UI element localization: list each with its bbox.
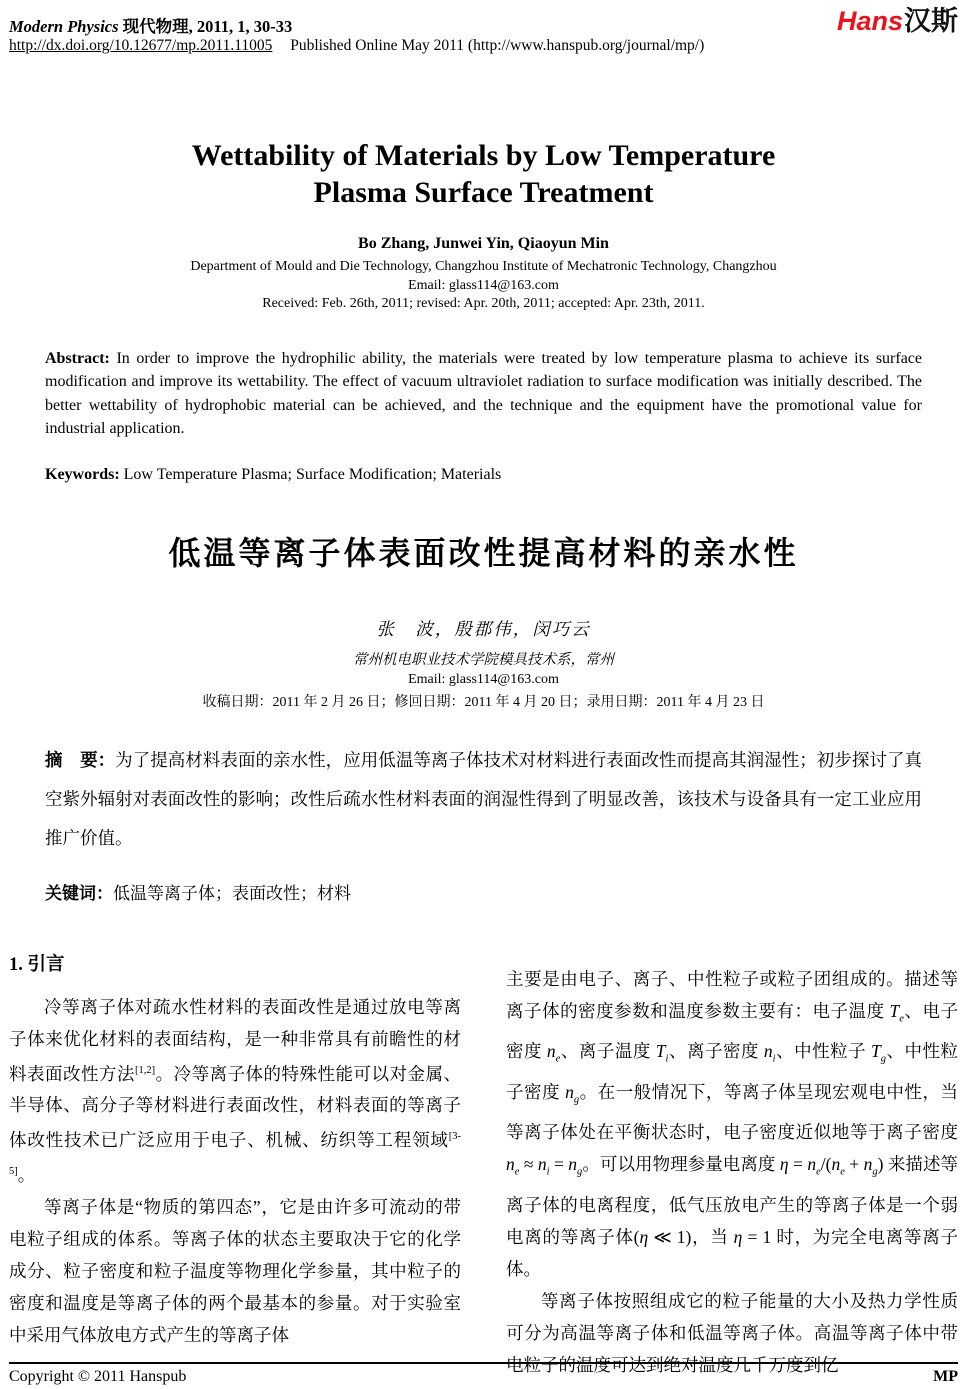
- introduction-section: [9, 950, 958, 1381]
- keywords-en: [45, 466, 922, 484]
- column-right: [506, 950, 958, 1381]
- received-dates-cn: 收稿日期：2011 年 2 月 26 日；修回日期：2011 年 4 月 20 日；录用日期：2011 年 4 月 23 日: [202, 694, 765, 710]
- journal-citation: [9, 8, 292, 37]
- affiliation-en: Department of Mould and Die Technology, Changzhou Institute of Mechatronic Technology, Changzhou: [190, 259, 777, 274]
- received-dates-en: Received: Feb. 26th, 2011; revised: Apr. 20th, 2011; accepted: Apr. 23th, 2011.: [262, 296, 705, 311]
- paper-title-en: [9, 137, 958, 211]
- journal-abbr: MP: [933, 1368, 958, 1385]
- author-names-cn: 张 波，殷郡伟，闵巧云: [376, 618, 591, 639]
- keywords-text-en: Low Temperature Plasma; Surface Modification; Materials: [123, 465, 502, 483]
- keywords-text-cn: 低温等离子体；表面改性；材料: [113, 883, 351, 903]
- abstract-text-cn: 为了提高材料表面的亲水性，应用低温等离子体技术对材料进行表面改性而提高其润湿性；初步探讨了真空紫外辐射对表面改性的影响；改性后疏水性材料表面的润湿性得到了明显改善，该技术与设备具有一定工业应用推广价值。: [45, 749, 923, 848]
- paragraph-left-2: 等离子体是“物质的第四态”，它是由许多可流动的带电粒子组成的体系。等离子体的状态主要取决于它的化学成分、粒子密度和粒子温度等物理化学参量，其中粒子的密度和温度是等离子体的两个最基本的参量。对于实验室中采用气体放电方式产生的等离子体: [9, 1196, 461, 1345]
- section-heading-introduction: 1. 引言: [9, 954, 65, 975]
- journal-header-bottom: [9, 37, 958, 55]
- page-footer: [9, 1362, 958, 1386]
- column-left: [9, 950, 461, 1381]
- published-online-info: Published Online May 2011 (http://www.hanspub.org/journal/mp/): [290, 37, 705, 54]
- email-en: Email: glass114@163.com: [408, 277, 559, 293]
- hans-logo-text-cn: 汉斯: [904, 6, 958, 36]
- authors-block-cn: [9, 616, 958, 711]
- affiliation-cn: 常州机电职业技术学院模具技术系，常州: [353, 651, 614, 668]
- keywords-label-en: Keywords:: [45, 465, 120, 483]
- author-names-en: Bo Zhang, Junwei Yin, Qiaoyun Min: [358, 235, 609, 252]
- paper-title-line2: Plasma Surface Treatment: [313, 176, 654, 209]
- abstract-label-cn: 摘 要：: [45, 749, 116, 770]
- authors-block-en: [9, 235, 958, 314]
- abstract-text-en: In order to improve the hydrophilic ability, the materials were treated by low temperature plasma to achieve its surface modification and improve its wettability. The effect of vacuum ultraviolet radiation to surface modification was initially described. The better wettability of hydrophobic material can be achieved, and the technique and the equipment have the promotional value for industrial application.: [45, 349, 923, 437]
- journal-header: [9, 8, 958, 55]
- journal-title: Modern Physics: [9, 17, 119, 36]
- copyright-notice: Copyright © 2011 Hanspub: [9, 1368, 187, 1385]
- keywords-label-cn: 关键词：: [45, 883, 113, 903]
- abstract-cn: [45, 741, 922, 858]
- journal-issue-info: 现代物理, 2011, 1, 30-33: [122, 17, 293, 36]
- abstract-label-en: Abstract:: [45, 349, 110, 367]
- paragraph-right-2: 等离子体按照组成它的粒子能量的大小及热力学性质可分为高温等离子体和低温等离子体。高温等离子体中带电粒子的温度可达到绝对温度几千万度到亿: [506, 1290, 958, 1375]
- paper-title-cn: 低温等离子体表面改性提高材料的亲水性: [168, 534, 799, 571]
- keywords-cn: [45, 879, 922, 904]
- doi-link[interactable]: http://dx.doi.org/10.12677/mp.2011.11005: [9, 37, 273, 54]
- hans-logo-text-en: Hans: [836, 6, 903, 36]
- paragraph-left-1: 冷等离子体对疏水性材料的表面改性是通过放电等离子体来优化材料的表面结构，是一种非常具有前瞻性的材料表面改性方法[1,2]。冷等离子体的特殊性能可以对金属、半导体、高分子等材料进行表面改性，材料表面的等离子体改性技术已广泛应用于电子、机械、纺织等工程领域[3-5]。: [9, 996, 462, 1185]
- email-cn: Email: glass114@163.com: [408, 671, 559, 687]
- abstract-en: [45, 347, 922, 441]
- hans-publisher-logo: [837, 8, 958, 35]
- paper-title-line1: Wettability of Materials by Low Temperature: [191, 139, 776, 172]
- paragraph-right-1: 主要是由电子、离子、中性粒子或粒子团组成的。描述等离子体的密度参数和温度参数主要有：电子温度 $T_e$、电子密度 $n_e$、离子温度 $T_i$、离子密度 $n_i$、中性粒子 $T_g$、中性粒子密度 $n_g$。在一般情况下，等离子体呈现宏观电中性，当等离子体处在平衡状态时，电子密度近似地等于离子密度 $n_e \approx n_i = n_g$。可以用物理参量电离度 $\eta = n_e/(n_e + n_g)$ 来描述等离子体的电离程度，低气压放电产生的等离子体是一个弱电离的等离子体(η ≪ 1)，当 η = 1 时，为完全电离等离子体。: [506, 968, 959, 1279]
- journal-header-top: [9, 8, 958, 37]
